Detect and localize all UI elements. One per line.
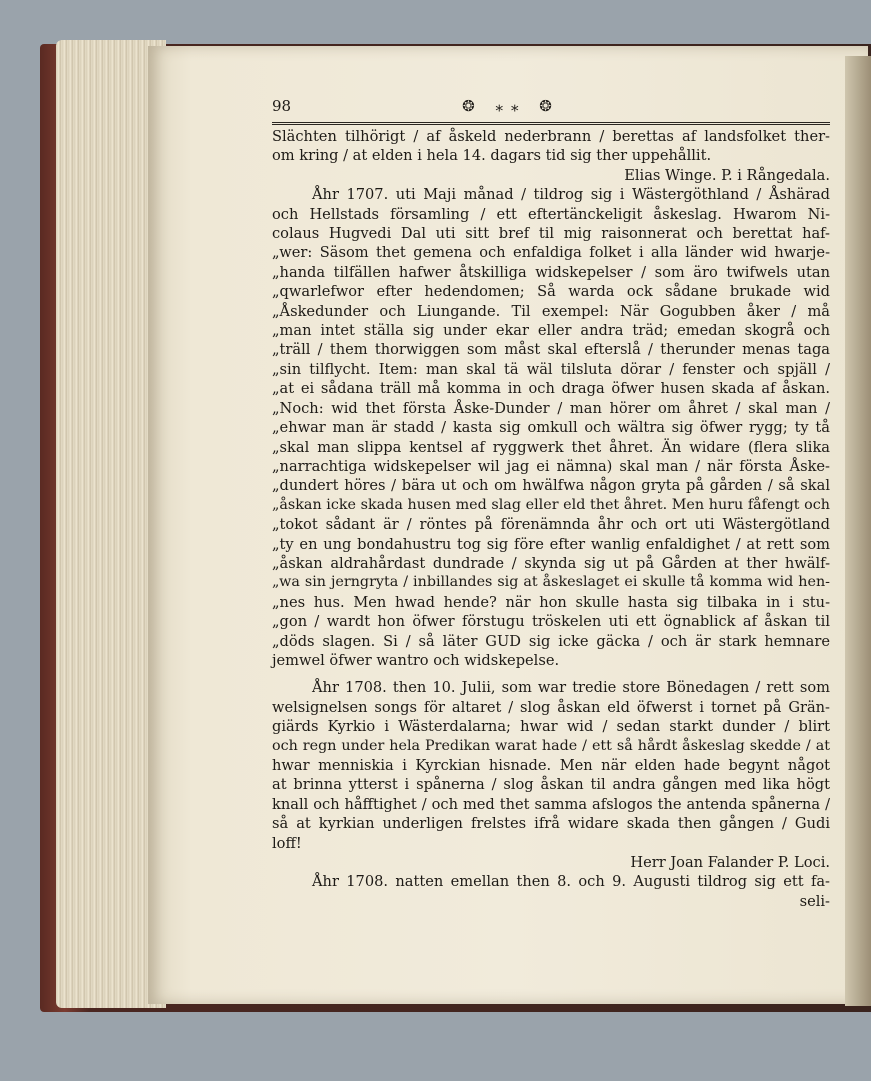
text-line: „Noch: wid thet första Åske-Dunder / man hörer om åhret / skal man / bbox=[272, 399, 830, 417]
text-line: Åhr 1708. natten emellan then 8. och 9. Augusti tildrog sig ett fa- bbox=[312, 873, 830, 891]
signature-line: Elias Winge. P. i Rångedala. bbox=[624, 166, 830, 184]
signature-line: Herr Joan Falander P. Loci. bbox=[630, 854, 830, 872]
text-line: „Åskedunder och Liungande. Til exempel: När Gogubben åker / må bbox=[272, 302, 830, 320]
text-line: „gon / wardt hon öfwer förstugu tröskelen uti ett ögnablick af åskan til bbox=[272, 613, 830, 631]
text-line: loff! bbox=[272, 834, 302, 852]
text-line: Åhr 1707. uti Maji månad / tildrog sig i Wästergöthland / Åshärad bbox=[312, 186, 830, 204]
text-line: „döds slagen. Si / så läter GUD sig icke gäcka / och är stark hemnare bbox=[272, 632, 830, 650]
text-line: „at ei sådana träll må komma in och draga öfwer husen skada af åskan. bbox=[272, 380, 830, 398]
text-line: welsignelsen songs för altaret / slog åskan eld öfwerst i tornet på Grän- bbox=[272, 698, 830, 716]
text-line: så at kyrkian underligen frelstes ifrå widare skada then gången / Gudi bbox=[272, 815, 830, 833]
text-line: „qwarlefwor efter hedendomen; Så warda ock sådane brukade wid bbox=[272, 283, 830, 301]
text-line: „ehwar man är stadd / kasta sig omkull och wältra sig öfwer rygg; ty tå bbox=[272, 419, 830, 437]
text-line: „dundert höres / bära ut och om hwälfwa någon gryta på gården / så skal bbox=[272, 477, 830, 495]
facing-page-edge bbox=[845, 56, 871, 1006]
text-line: „åskan icke skada husen med slag eller eld thet åhret. Men huru fåfengt och bbox=[272, 496, 830, 513]
text-line: „handa tilfällen hafwer åtskilliga widskepelser / som äro twifwels utan bbox=[272, 263, 830, 281]
text-line: „träll / them thorwiggen som måst skal efterslå / therunder menas taga bbox=[272, 341, 830, 359]
text-line: Slächten tilhörigt / af åskeld nederbrann / berettas af landsfolket ther- bbox=[272, 128, 830, 145]
text-line: giärds Kyrkio i Wästerdalarna; hwar wid / sedan starkt dunder / blirt bbox=[272, 718, 830, 736]
catchword: seli- bbox=[799, 892, 830, 910]
text-line: och Hellstads församling / ett eftertänckeligit åskeslag. Hwarom Ni- bbox=[272, 205, 830, 223]
text-line: „man intet ställa sig under ekar eller andra träd; emedan skogrå och bbox=[272, 322, 830, 340]
text-line: „ty en ung bondahustru tog sig före efter wanlig enfaldighet / at rett som bbox=[272, 535, 830, 553]
text-line: hwar menniskia i Kyrckian hisnade. Men när elden hade begynt något bbox=[272, 757, 830, 774]
text-line: at brinna ytterst i spånerna / slog åskan til andra gången med lika högt bbox=[272, 776, 830, 794]
page-number: 98 bbox=[272, 97, 292, 116]
text-line: „skal man slippa kentsel af ryggwerk thet åhret. Än widare (flera slika bbox=[272, 438, 830, 456]
text-line: „tokot sådant är / röntes på förenämnda åhr och ort uti Wästergötland bbox=[272, 516, 830, 534]
header-ornament: ❂ ⁎⁎ ❂ bbox=[462, 97, 560, 116]
page-text-block bbox=[272, 92, 830, 911]
text-line: „wer: Säsom thet gemena och enfaldiga folket i alla länder wid hwarje- bbox=[272, 244, 830, 262]
text-line: och regn under hela Predikan warat hade / ett så hårdt åskeslag skedde / at bbox=[272, 737, 830, 754]
text-line: „nes hus. Men hwad hende? när hon skulle hasta sig tilbaka in i stu- bbox=[272, 593, 830, 611]
text-line: Åhr 1708. then 10. Julii, som war tredie store Bönedagen / rett som bbox=[312, 679, 830, 697]
text-line: knall och håfftighet / och med thet samma afslogos the antenda spånerna / bbox=[272, 795, 830, 813]
text-line: colaus Hugvedi Dal uti sitt bref til mig raisonnerat och berettat haf- bbox=[272, 225, 830, 243]
text-line: „sin tilflycht. Item: man skal tä wäl tilsluta dörar / fenster och spjäll / bbox=[272, 360, 830, 378]
text-line: „åskan aldrahårdast dundrade / skynda sig ut på Gården at ther hwälf- bbox=[272, 554, 830, 572]
paragraph-gap bbox=[272, 670, 830, 678]
text-line: jemwel öfwer wantro och widskepelse. bbox=[272, 651, 560, 669]
running-head bbox=[272, 92, 830, 125]
text-line: om kring / at elden i hela 14. dagars tid sig ther uppehållit. bbox=[272, 147, 712, 165]
text-line: „narrachtiga widskepelser wil jag ei nämna) skal man / när första Åske- bbox=[272, 457, 830, 475]
text-line: „wa sin jerngryta / inbillandes sig at åskeslaget ei skulle tå komma wid hen- bbox=[272, 574, 830, 591]
